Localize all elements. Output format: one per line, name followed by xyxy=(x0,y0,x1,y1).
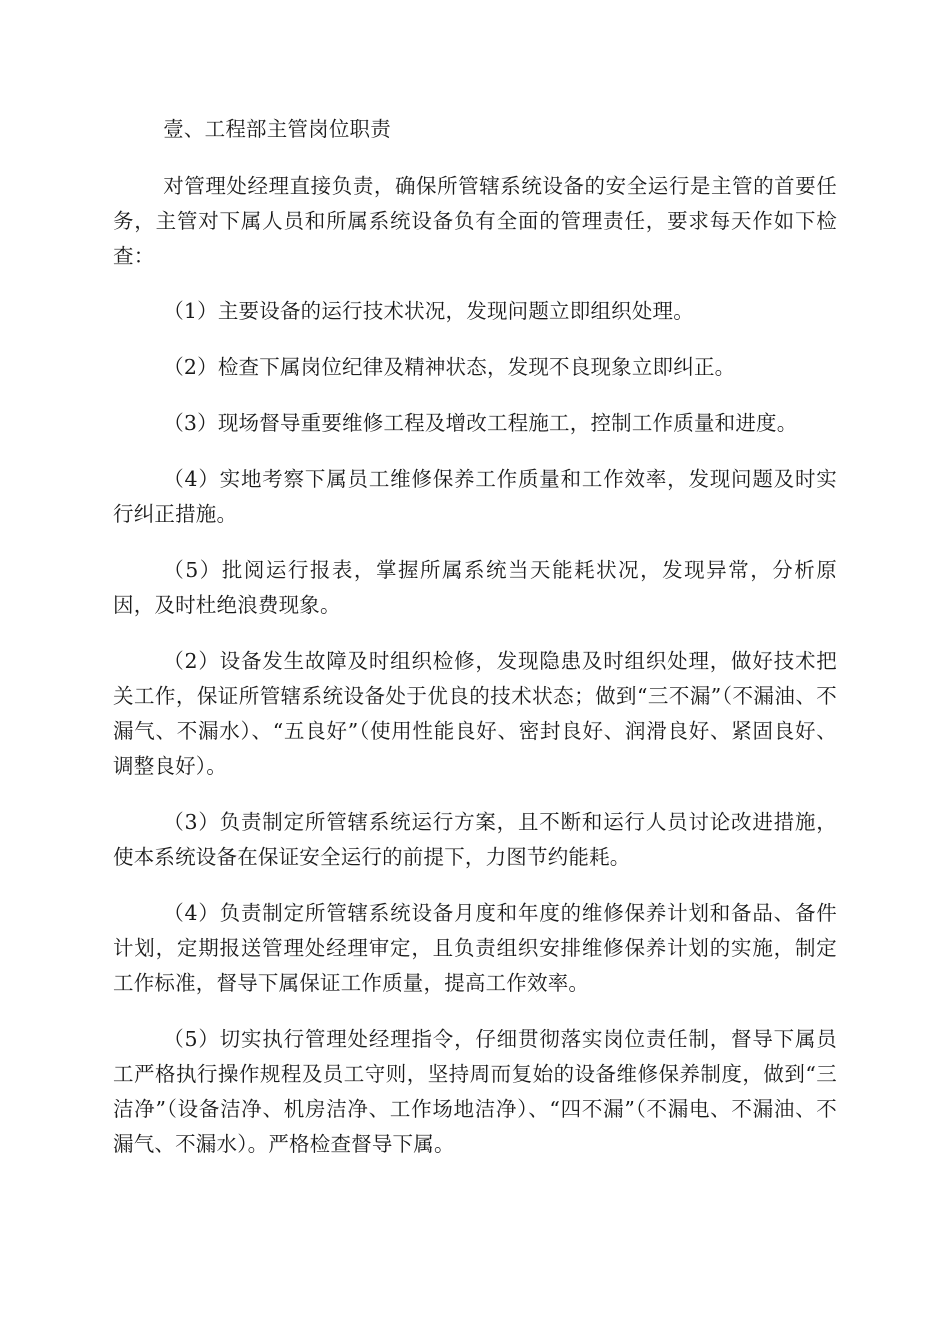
intro-paragraph: 对管理处经理直接负责，确保所管辖系统设备的安全运行是主管的首要任务，主管对下属人员和所属系统设备负有全面的管理责任，要求每天作如下检查： xyxy=(113,174,837,268)
list-item: （4）负责制定所管辖系统设备月度和年度的维修保养计划和备品、备件计划，定期报送管理处经理审定，且负责组织安排维修保养计划的实施，制定工作标准，督导下属保证工作质量，提高工作效率。 xyxy=(113,901,837,995)
list-item: （2）设备发生故障及时组织检修，发现隐患及时组织处理，做好技术把关工作，保证所管辖系统设备处于优良的技术状态；做到“三不漏”（不漏油、不漏气、不漏水）、“五良好”（使用性能良好、密封良好、润滑良好、紧固良好、调整良好）。 xyxy=(113,649,837,778)
list-item: （3）现场督导重要维修工程及增改工程施工，控制工作质量和进度。 xyxy=(163,411,798,435)
list-item: （3）负责制定所管辖系统运行方案，且不断和运行人员讨论改进措施，使本系统设备在保证安全运行的前提下，力图节约能耗。 xyxy=(113,810,837,869)
list-item: （2）检查下属岗位纪律及精神状态，发现不良现象立即纠正。 xyxy=(163,355,736,379)
list-item: （5）批阅运行报表，掌握所属系统当天能耗状况，发现异常，分析原因，及时杜绝浪费现象。 xyxy=(113,558,837,617)
section-heading: 壹、工程部主管岗位职责 xyxy=(163,117,391,141)
list-item: （5）切实执行管理处经理指令，仔细贯彻落实岗位责任制，督导下属员工严格执行操作规程及员工守则，坚持周而复始的设备维修保养制度，做到“三洁净”（设备洁净、机房洁净、工作场地洁净）、“四不漏”（不漏电、不漏油、不漏气、不漏水）。严格检查督导下属。 xyxy=(113,1027,837,1156)
list-item: （4）实地考察下属员工维修保养工作质量和工作效率，发现问题及时实行纠正措施。 xyxy=(113,467,837,526)
list-item: （1）主要设备的运行技术状况，发现问题立即组织处理。 xyxy=(163,299,694,323)
document-page xyxy=(113,112,837,1183)
